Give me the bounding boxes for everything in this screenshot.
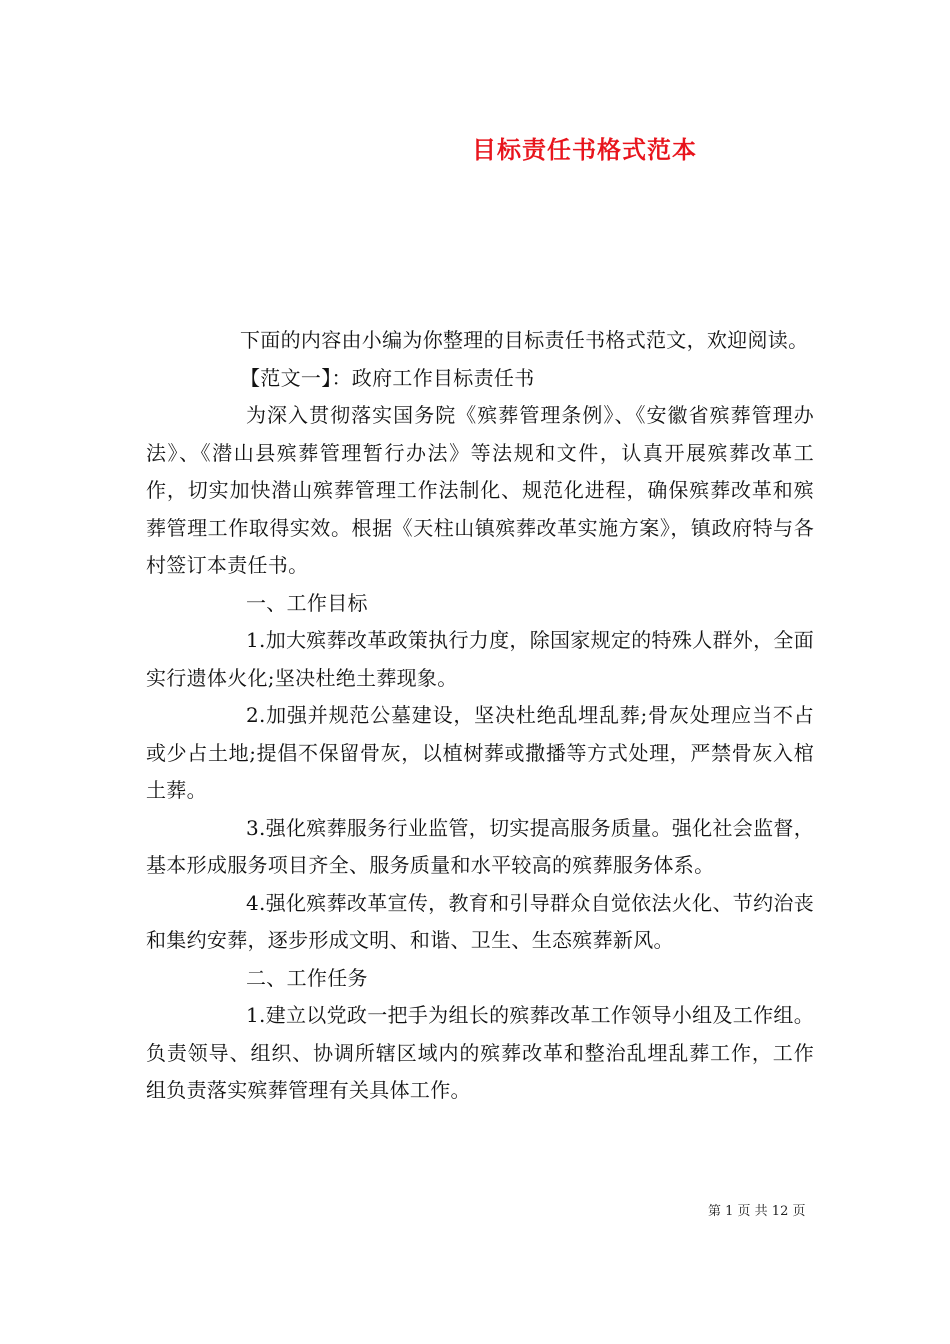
section-heading: 一、工作目标 [246, 590, 368, 615]
intro-paragraph: 下面的内容由小编为你整理的目标责任书格式范文，欢迎阅读。 [240, 328, 809, 352]
list-item: 1.建立以党政一把手为组长的殡葬改革工作领导小组及工作组。负责领导、组织、协调所辖区域内的殡葬改革和整治乱埋乱葬工作，工作组负责落实殡葬管理有关具体工作。 [146, 1003, 814, 1102]
list-item: 1.加大殡葬改革政策执行力度，除国家规定的特殊人群外，全面实行遗体火化;坚决杜绝土葬现象。 [146, 628, 814, 690]
document-title: 目标责任书格式范本 [472, 135, 697, 164]
list-item: 3.强化殡葬服务行业监管，切实提高服务质量。强化社会监督，基本形成服务项目齐全、服务质量和水平较高的殡葬服务体系。 [146, 815, 814, 877]
list-item: 4.强化殡葬改革宣传，教育和引导群众自觉依法火化、节约治丧和集约安葬，逐步形成文明、和谐、卫生、生态殡葬新风。 [146, 890, 814, 952]
section-heading: 二、工作任务 [246, 965, 368, 990]
document-body [146, 322, 814, 1110]
list-item: 2.加强并规范公墓建设，坚决杜绝乱埋乱葬;骨灰处理应当不占或少占土地;提倡不保留骨灰，以植树葬或撒播等方式处理，严禁骨灰入棺土葬。 [146, 703, 814, 802]
sample-heading: 【范文一】：政府工作目标责任书 [240, 365, 535, 390]
body-paragraph: 为深入贯彻落实国务院《殡葬管理条例》、《安徽省殡葬管理办法》、《潜山县殡葬管理暂行办法》等法规和文件，认真开展殡葬改革工作，切实加快潜山殡葬管理工作法制化、规范化进程，确保殡葬改革和殡葬管理工作取得实效。根据《天柱山镇殡葬改革实施方案》，镇政府特与各村签订本责任书。 [146, 403, 814, 577]
page-number: 第 1 页 共 12 页 [708, 1204, 806, 1219]
